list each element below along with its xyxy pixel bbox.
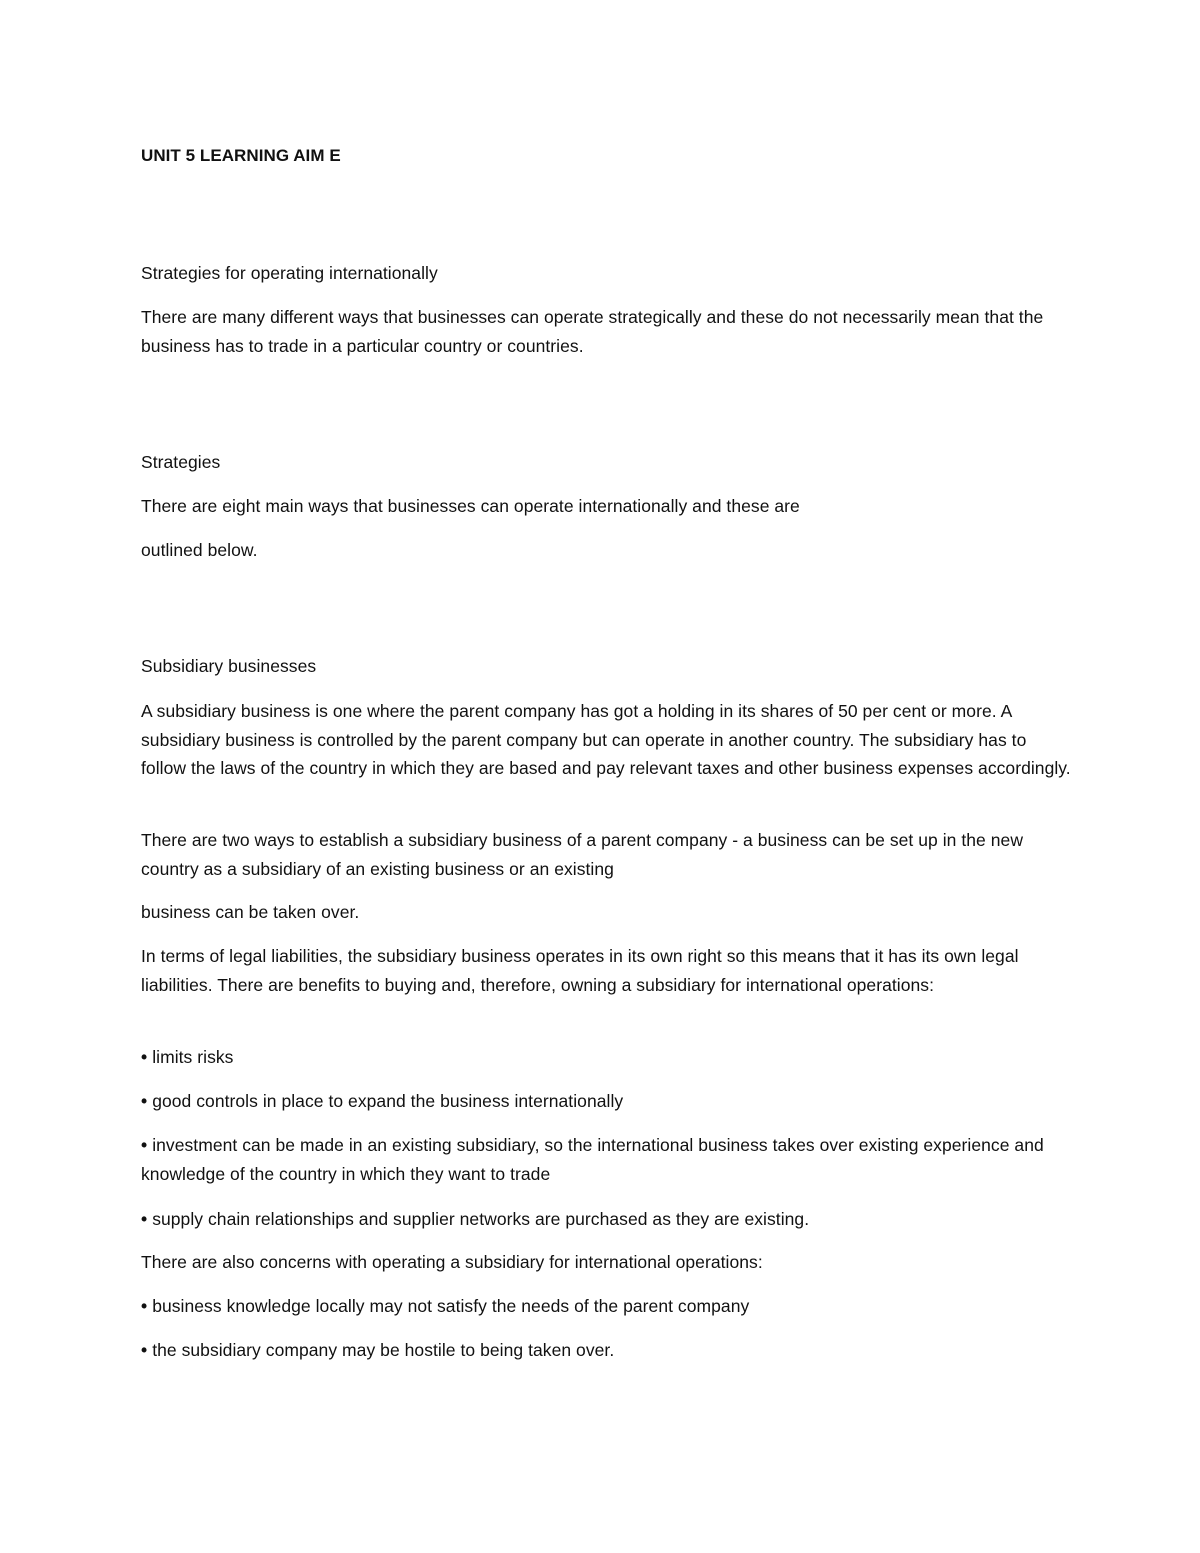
paragraph-subsidiary-definition: A subsidiary business is one where the parent company has got a holding in its shares of 50 per cent or more. A subsidiary business is controlled by the parent company but can operate in another country. The subsidiary has to follow the laws of the country in which they are based and pay relevant taxes and other business expenses accordingly. [141,701,1071,778]
paragraph-eight-ways: There are eight main ways that businesses can operate internationally and these are [141,496,800,516]
section-heading-strategies: Strategies [141,452,221,472]
concern-list-item: • business knowledge locally may not satisfy the needs of the parent company [141,1292,1071,1321]
paragraph-legal-liabilities: In terms of legal liabilities, the subsidiary business operates in its own right so this means that it has its own legal liabilities. There are benefits to buying and, therefore, owning a subsidiary for international operations: [141,946,1019,995]
paragraph-outlined-below: outlined below. [141,540,258,560]
section-heading-subsidiary: Subsidiary businesses [141,656,317,676]
benefit-list-item: • supply chain relationships and supplier networks are purchased as they are existing. [141,1205,1071,1234]
paragraph-two-ways: There are two ways to establish a subsidiary business of a parent company - a business can be set up in the new country as a subsidiary of an existing business or an existing [141,830,1024,879]
paragraph-intro: There are many different ways that businesses can operate strategically and these do not necessarily mean that the business has to trade in a particular country or countries. [141,307,1044,356]
benefit-list-item: • investment can be made in an existing subsidiary, so the international business takes over existing experience and knowledge of the country in which they want to trade [141,1131,1071,1188]
concern-list-item: • the subsidiary company may be hostile to being taken over. [141,1336,1071,1365]
paragraph-concerns-intro: There are also concerns with operating a subsidiary for international operations: [141,1252,763,1272]
benefit-list-item: • limits risks [141,1043,1071,1072]
document-title: UNIT 5 LEARNING AIM E [141,146,341,165]
paragraph-taken-over: business can be taken over. [141,902,360,922]
section-heading-strategies-international: Strategies for operating internationally [141,263,438,283]
benefit-list-item: • good controls in place to expand the business internationally [141,1087,1071,1116]
